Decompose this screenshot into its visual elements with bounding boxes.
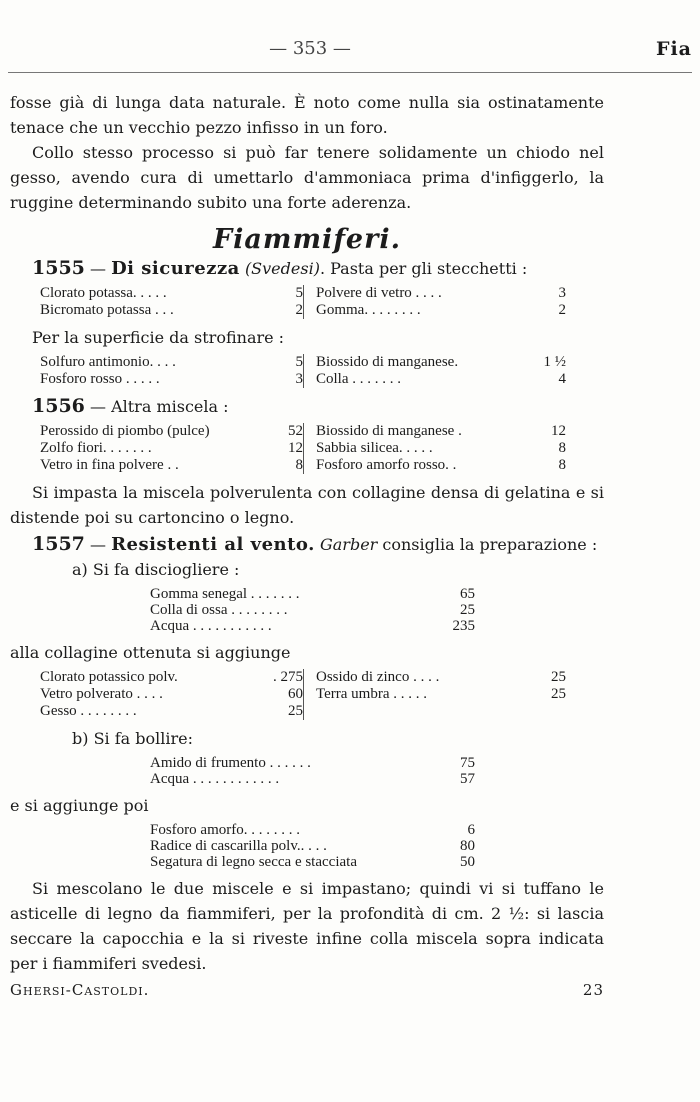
quantity: 12 [288, 440, 303, 456]
running-head: Fia [655, 38, 692, 60]
recipe-table [40, 669, 604, 720]
quantity: 12 [551, 423, 566, 439]
table-left-column [40, 354, 303, 388]
table-row [316, 423, 566, 440]
list-item [150, 771, 475, 787]
table-row [316, 457, 566, 474]
ingredient: Zolfo fiori. . . . . . . [40, 440, 152, 456]
ingredient: Segatura di legno secca e stacciata [150, 854, 357, 870]
table-left-column [40, 669, 303, 720]
quantity: 60 [288, 686, 303, 702]
table-row [40, 371, 303, 388]
quantity: 4 [558, 371, 566, 387]
author-name: Garber [319, 535, 378, 554]
table-left-column [40, 423, 303, 474]
step-a: a) Si fa disciogliere : [72, 560, 240, 579]
ingredient: Vetro polverato . . . . [40, 686, 163, 702]
ingredient: Fosforo amorfo. . . . . . . . [150, 822, 300, 838]
intro-paragraph-1: fosse già di lunga data naturale. È noto come nulla sia ostinatamente tenace che un vecchio pezzo infisso in un foro. [10, 93, 604, 137]
quantity: 3 [558, 285, 566, 301]
section-title: Fiammiferi. [213, 224, 401, 255]
quantity: 25 [460, 602, 475, 618]
table-right-column [303, 669, 566, 720]
table-row [40, 686, 303, 703]
entry-1556-paragraph: Si impasta la miscela polverulenta con collagine densa di gelatina e si distende poi su cartoncino o legno. [10, 483, 604, 527]
ingredient: Clorato potassa. . . . . [40, 285, 167, 301]
table-row [40, 457, 303, 474]
table-row [316, 440, 566, 457]
table-row [40, 285, 303, 302]
ingredient: Radice di cascarilla polv.. . . . [150, 838, 327, 854]
table-right-column [303, 423, 566, 474]
dash: — [84, 259, 112, 278]
recipe-table [40, 285, 604, 319]
ingredient: Vetro in fina polvere . . [40, 457, 179, 473]
entry-title: Resistenti al vento. [111, 534, 315, 555]
quantity: 6 [467, 822, 475, 838]
page-body [10, 90, 604, 1003]
striking-surface-line: Per la superficie da strofinare : [32, 328, 285, 347]
quantity: 2 [558, 302, 566, 318]
quantity: 57 [460, 771, 475, 787]
quantity: 1 ½ [543, 354, 566, 370]
ingredient: Colla di ossa . . . . . . . . [150, 602, 288, 618]
table-row [316, 371, 566, 388]
header-rule [8, 72, 692, 73]
ingredient: Terra umbra . . . . . [316, 686, 427, 702]
footer-author: Ghersi-Castoldi. [10, 981, 150, 999]
ingredient: Ossido di zinco . . . . [316, 669, 440, 685]
intro-paragraph-2: Collo stesso processo si può far tenere solidamente un chiodo nel gesso, avendo cura di umettarlo d'ammoniaca prima d'infiggerlo, la ruggine determinando subito una forte aderenza. [10, 143, 604, 212]
table-row [40, 669, 303, 686]
quantity: 75 [460, 755, 475, 771]
table-left-column [40, 285, 303, 319]
ingredient: Acqua . . . . . . . . . . . [150, 618, 272, 634]
quantity: 5 [295, 354, 303, 370]
list-item [150, 755, 475, 771]
ingredient: Gomma. . . . . . . . [316, 302, 421, 318]
quantity: 25 [551, 669, 566, 685]
list-item [150, 602, 475, 618]
ingredient: Biossido di manganese . [316, 423, 462, 439]
signature-mark: 23 [582, 981, 604, 999]
recipe-list [150, 822, 475, 870]
ingredient: Amido di frumento . . . . . . [150, 755, 311, 771]
entry-number: 1557 [32, 533, 85, 555]
quantity: . 275 [273, 669, 303, 685]
dash: — [84, 535, 112, 554]
ingredient: Colla . . . . . . . [316, 371, 401, 387]
quantity: 25 [551, 686, 566, 702]
ingredient: Bicromato potassa . . . [40, 302, 174, 318]
list-item [150, 618, 475, 634]
ingredient: Biossido di manganese. [316, 354, 459, 370]
ingredient: Fosforo rosso . . . . . [40, 371, 160, 387]
ingredient: Gesso . . . . . . . . [40, 703, 137, 719]
ingredient: Polvere di vetro . . . . [316, 285, 442, 301]
page-footer [10, 978, 604, 1003]
list-item [150, 854, 475, 870]
quantity: 8 [295, 457, 303, 473]
table-row [40, 354, 303, 371]
entry-tail: — Altra miscela : [84, 397, 229, 416]
recipe-list [150, 755, 475, 787]
page-header [0, 38, 700, 68]
ingredient: Clorato potassico polv. [40, 669, 178, 685]
quantity: 5 [295, 285, 303, 301]
entry-1555-heading [10, 256, 604, 281]
quantity: 235 [452, 618, 475, 634]
entry-qualifier: (Svedesi) [244, 259, 320, 278]
quantity: 65 [460, 586, 475, 602]
list-item [150, 838, 475, 854]
quantity: 52 [288, 423, 303, 439]
page-number: — 353 — [269, 38, 351, 59]
quantity: 8 [558, 440, 566, 456]
line-after-a: alla collagine ottenuta si aggiunge [10, 643, 291, 662]
table-right-column [303, 354, 566, 388]
table-row [316, 686, 566, 703]
ingredient: Sabbia silicea. . . . . [316, 440, 433, 456]
table-row [40, 302, 303, 319]
table-row [316, 285, 566, 302]
recipe-table [40, 423, 604, 474]
entry-number: 1555 [32, 257, 85, 279]
quantity: 50 [460, 854, 475, 870]
entry-title: Di sicurezza [111, 258, 240, 279]
entry-number: 1556 [32, 395, 85, 417]
ingredient: Acqua . . . . . . . . . . . . [150, 771, 280, 787]
table-row [40, 423, 303, 440]
table-row [316, 354, 566, 371]
ingredient: Gomma senegal . . . . . . . [150, 586, 300, 602]
closing-paragraph: Si mescolano le due miscele e si impastano; quindi vi si tuffano le asticelle di legno da fiammiferi, per la profondità di cm. 2 ½: si lascia seccare la capocchia e la si riveste infine colla miscela sopra indicata per i fiammiferi svedesi. [10, 879, 604, 973]
list-item [150, 586, 475, 602]
table-row [316, 669, 566, 686]
table-right-column [303, 285, 566, 319]
ingredient: Perossido di piombo (pulce) [40, 423, 210, 439]
table-row [40, 440, 303, 457]
quantity: 2 [295, 302, 303, 318]
ingredient: Fosforo amorfo rosso. . [316, 457, 457, 473]
entry-1556-heading [10, 394, 604, 419]
recipe-table [40, 354, 604, 388]
recipe-list [150, 586, 475, 634]
line-after-b: e si aggiunge poi [10, 796, 149, 815]
step-b: b) Si fa bollire: [72, 729, 194, 748]
table-row [316, 302, 566, 319]
entry-tail: . Pasta per gli stecchetti : [319, 259, 528, 278]
quantity: 3 [295, 371, 303, 387]
entry-tail: consiglia la preparazione : [377, 535, 598, 554]
list-item [150, 822, 475, 838]
quantity: 8 [558, 457, 566, 473]
entry-1557-heading [10, 532, 604, 557]
quantity: 25 [288, 703, 303, 719]
table-row [40, 703, 303, 720]
quantity: 80 [460, 838, 475, 854]
ingredient: Solfuro antimonio. . . . [40, 354, 176, 370]
